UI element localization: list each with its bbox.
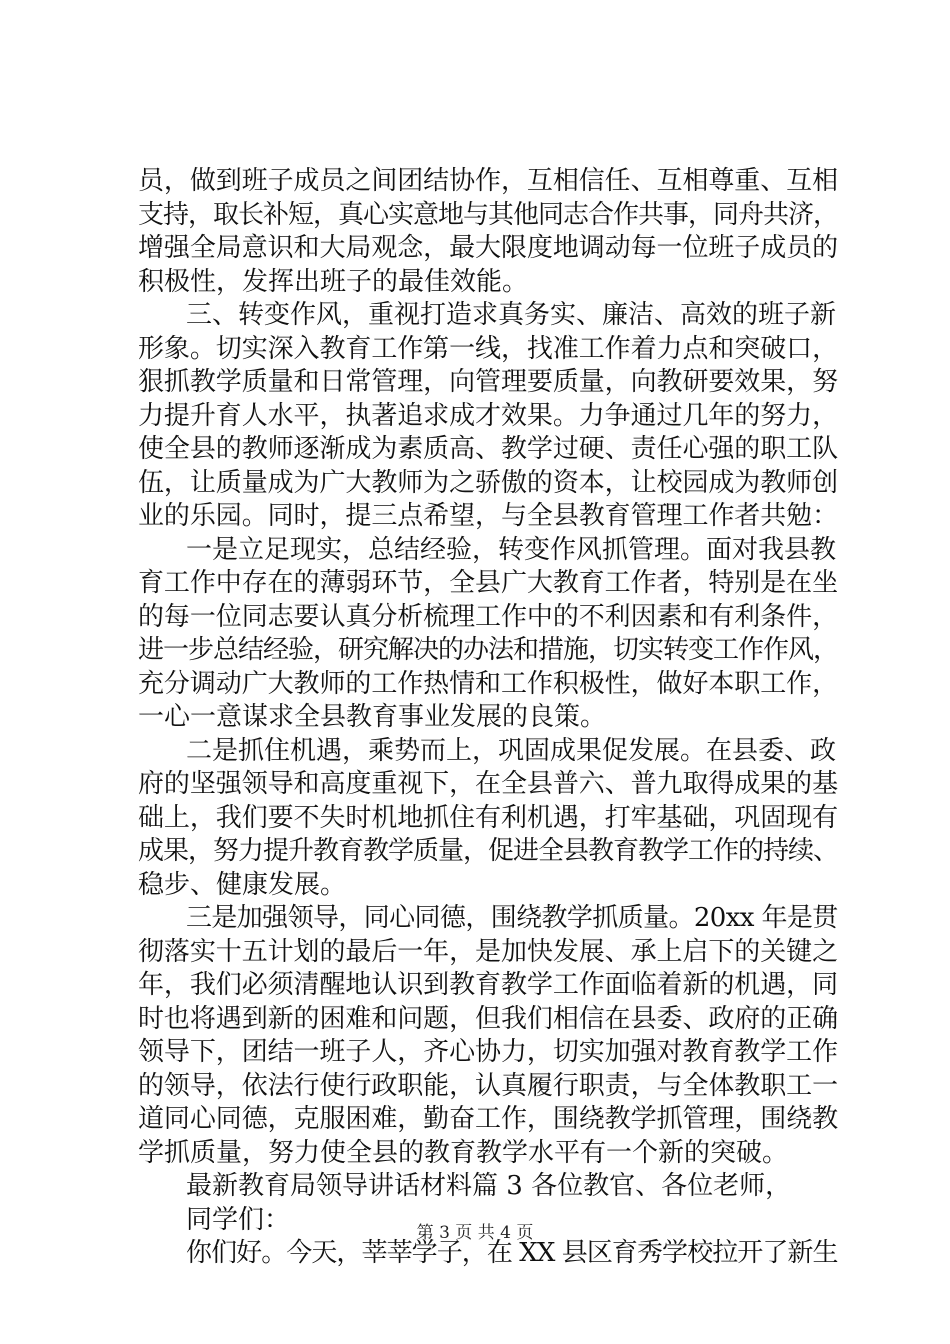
text-line: 支持，取长补短，真心实意地与其他同志合作共事，同舟共济， <box>138 199 839 230</box>
text-line: 年，我们必须清醒地认识到教育教学工作面临着新的机遇，同 <box>138 970 839 1000</box>
text-line: 础上，我们要不失时机地抓住有利机遇，打牢基础，巩固现有 <box>138 802 839 833</box>
text-line: 育工作中存在的薄弱环节，全县广大教育工作者，特别是在坐 <box>138 568 839 598</box>
text-line: 最新教育局领导讲话材料篇 3 各位教官、各位老师， <box>186 1171 792 1201</box>
text-line: 充分调动广大教师的工作热情和工作积极性，做好本职工作， <box>138 668 839 699</box>
text-line: 学抓质量，努力使全县的教育教学水平有一个新的突破。 <box>138 1137 789 1168</box>
text-line: 力提升育人水平，执著追求成才效果。力争通过几年的努力， <box>138 400 839 431</box>
text-line: 积极性，发挥出班子的最佳效能。 <box>138 266 529 297</box>
document-body <box>138 165 838 1271</box>
text-line: 一是立足现实，总结经验，转变作风抓管理。面对我县教 <box>186 534 837 565</box>
text-line: 形象。切实深入教育工作第一线，找准工作着力点和突破口， <box>138 333 839 364</box>
text-line: 府的坚强领导和高度重视下，在全县普六、普九取得成果的基 <box>138 769 839 799</box>
text-line: 使全县的教师逐渐成为素质高、教学过硬、责任心强的职工队 <box>138 434 839 464</box>
text-line: 你们好。今天，莘莘学子，在 XX 县区育秀学校拉开了新生 <box>186 1238 838 1268</box>
text-line: 三是加强领导，同心同德，围绕教学抓质量。20xx 年是贯 <box>186 903 838 933</box>
text-line: 彻落实十五计划的最后一年，是加快发展、承上启下的关键之 <box>138 936 839 967</box>
text-line: 时也将遇到新的困难和问题，但我们相信在县委、政府的正确 <box>138 1003 839 1034</box>
page-footer: 第 3 页 共 4 页 <box>416 1223 534 1243</box>
text-line: 同学们： <box>186 1204 291 1235</box>
text-line: 的领导，依法行使行政职能，认真履行职责，与全体教职工一 <box>138 1070 839 1101</box>
text-line: 业的乐园。同时，提三点希望，与全县教育管理工作者共勉： <box>138 501 839 531</box>
text-line: 二是抓住机遇，乘势而上，巩固成果促发展。在县委、政 <box>186 735 837 766</box>
text-line: 领导下，团结一班子人，齐心协力，切实加强对教育教学工作 <box>138 1037 839 1067</box>
text-line: 狠抓教学质量和日常管理，向管理要质量，向教研要效果，努 <box>138 367 839 397</box>
text-line: 一心一意谋求全县教育事业发展的良策。 <box>138 702 607 732</box>
text-line: 增强全局意识和大局观念，最大限度地调动每一位班子成员的 <box>138 233 839 263</box>
text-line: 伍，让质量成为广大教师为之骄傲的资本，让校园成为教师创 <box>138 467 839 498</box>
text-line: 成果，努力提升教育教学质量，促进全县教育教学工作的持续、 <box>138 836 839 866</box>
text-line: 道同心同德，克服困难，勤奋工作，围绕教学抓管理，围绕教 <box>138 1104 839 1134</box>
text-line: 员，做到班子成员之间团结协作，互相信任、互相尊重、互相 <box>138 166 839 196</box>
text-line: 的每一位同志要认真分析梳理工作中的不利因素和有利条件， <box>138 601 839 632</box>
text-line: 稳步、健康发展。 <box>138 869 347 900</box>
text-line: 进一步总结经验，研究解决的办法和措施，切实转变工作作风， <box>138 635 839 665</box>
text-line: 三、转变作风，重视打造求真务实、廉洁、高效的班子新 <box>186 300 837 330</box>
